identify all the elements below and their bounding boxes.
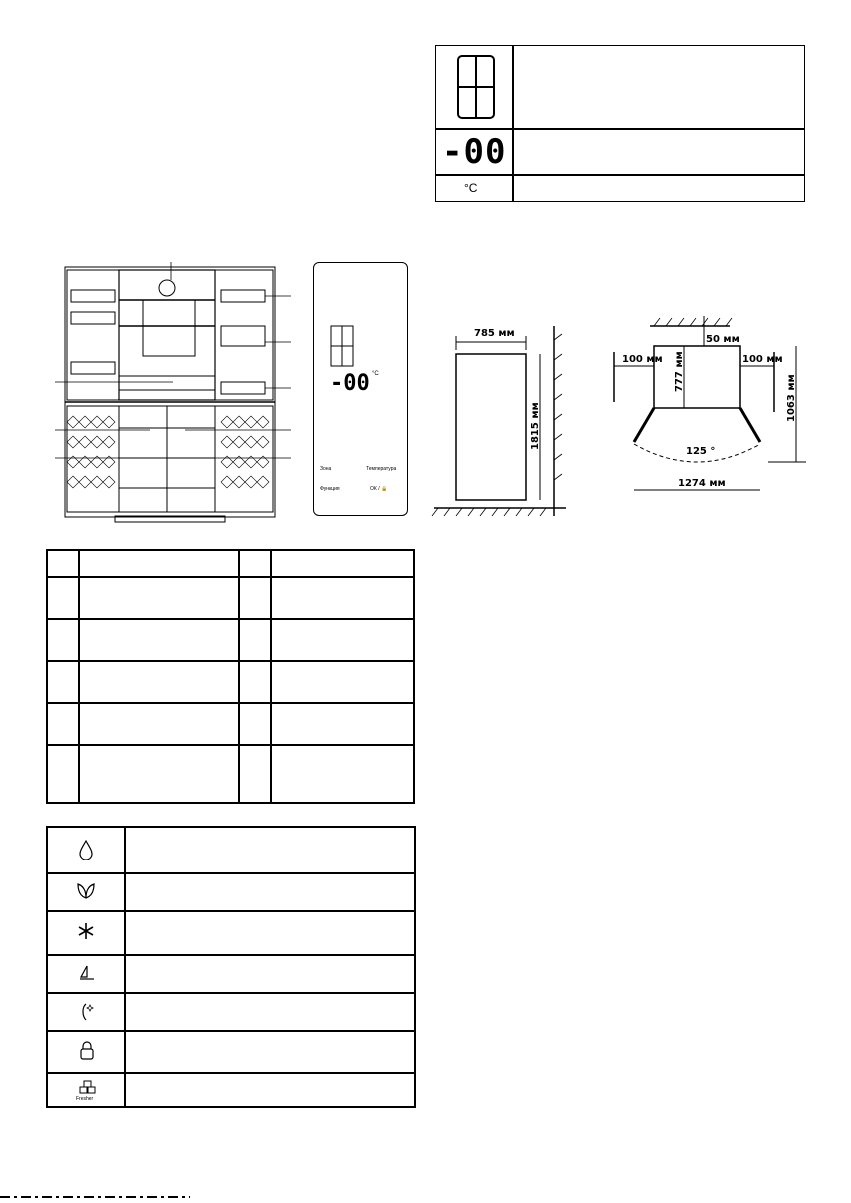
panel-temp-readout: -00 bbox=[330, 371, 370, 396]
ice-cubes-icon bbox=[78, 1080, 98, 1096]
top-left-gap-label: 100 мм bbox=[622, 354, 663, 365]
moon-star-icon bbox=[78, 1002, 96, 1022]
panel-button-function[interactable]: Функция bbox=[320, 486, 340, 492]
parts-table bbox=[46, 549, 415, 804]
front-height-label: 1815 мм bbox=[530, 402, 541, 450]
top-angle-label: 125 ° bbox=[686, 446, 716, 457]
panel-unit: °C bbox=[372, 371, 379, 377]
water-drop-icon bbox=[78, 840, 94, 860]
install-front-diagram bbox=[430, 320, 570, 520]
function-icons-table bbox=[46, 826, 416, 1108]
leaf-icon bbox=[76, 882, 96, 900]
fridge-interior-diagram bbox=[55, 262, 295, 530]
legend-row-1 bbox=[436, 46, 804, 130]
snowflake-icon bbox=[77, 922, 95, 940]
top-right-gap-label: 100 мм bbox=[742, 354, 783, 365]
control-panel bbox=[313, 262, 408, 516]
legend-row-3 bbox=[436, 176, 804, 201]
panel-button-ok-lock[interactable]: ОК / 🔒 bbox=[370, 486, 388, 492]
celsius-symbol: °C bbox=[464, 181, 478, 195]
install-top-diagram bbox=[600, 312, 810, 512]
ice-cubes-caption: Fresher bbox=[76, 1096, 94, 1102]
legend-row-2 bbox=[436, 130, 804, 176]
top-depth-label: 777 мм bbox=[674, 351, 685, 392]
front-width-label: 785 мм bbox=[474, 328, 515, 339]
footer-fragment bbox=[0, 1185, 200, 1192]
display-legend bbox=[435, 45, 805, 202]
seven-segment-display: -00 bbox=[442, 132, 507, 172]
panel-button-zone[interactable]: Зона bbox=[320, 466, 332, 472]
padlock-icon bbox=[79, 1040, 95, 1060]
panel-button-temperature[interactable]: Температура bbox=[366, 466, 397, 472]
top-rear-gap-label: 50 мм bbox=[706, 334, 740, 345]
quad-door-icon bbox=[456, 54, 496, 120]
sailboat-icon bbox=[78, 964, 96, 982]
top-open-width-label: 1274 мм bbox=[678, 478, 726, 489]
panel-door-icon bbox=[330, 325, 354, 367]
top-total-depth-label: 1063 мм bbox=[786, 374, 797, 422]
